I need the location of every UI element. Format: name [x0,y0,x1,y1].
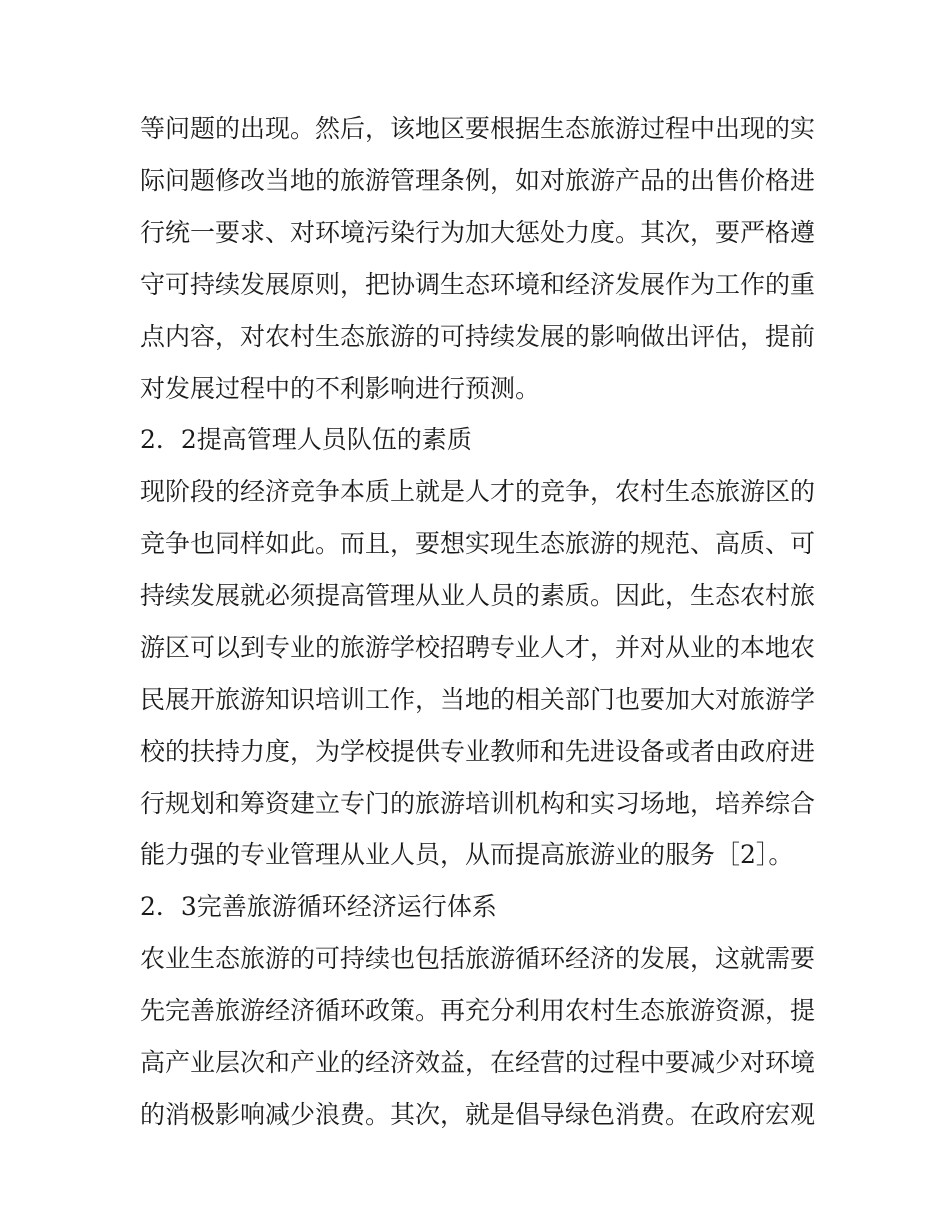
body-text-line: 持续发展就必须提高管理从业人员的素质。因此，生态农村旅 [140,581,816,610]
body-text-line: 农业生态旅游的可持续也包括旅游循环经济的发展，这就需要 [140,944,816,973]
body-text-line: 现阶段的经济竞争本质上就是人才的竞争，农村生态旅游区的 [140,477,816,506]
body-text-line: 行统一要求、对环境污染行为加大惩处力度。其次，要严格遵 [140,218,816,247]
body-text-line: 能力强的专业管理从业人员，从而提高旅游业的服务［2］。 [140,840,794,869]
body-text-line: 高产业层次和产业的经济效益，在经营的过程中要减少对环境 [140,1048,816,1077]
body-text-line: 先完善旅游经济循环政策。再充分利用农村生态旅游资源，提 [140,996,816,1025]
body-text-line: 守可持续发展原则，把协调生态环境和经济发展作为工作的重 [140,270,816,299]
body-text-line: 行规划和筹资建立专门的旅游培训机构和实习场地，培养综合 [140,789,816,818]
body-text-line: 竞争也同样如此。而且，要想实现生态旅游的规范、高质、可 [140,529,816,558]
body-text-line: 校的扶持力度，为学校提供专业教师和先进设备或者由政府进 [140,737,816,766]
body-text-line: 的消极影响减少浪费。其次，就是倡导绿色消费。在政府宏观 [140,1100,816,1129]
body-text-line: 点内容，对农村生态旅游的可持续发展的影响做出评估，提前 [140,322,816,351]
section-heading-2-3: 2．3完善旅游循环经济运行体系 [140,892,497,921]
body-text-line: 游区可以到专业的旅游学校招聘专业人才，并对从业的本地农 [140,633,816,662]
body-text-line: 对发展过程中的不利影响进行预测。 [140,374,541,403]
body-text-line: 民展开旅游知识培训工作，当地的相关部门也要加大对旅游学 [140,685,816,714]
body-text-line: 等问题的出现。然后，该地区要根据生态旅游过程中出现的实 [140,114,816,143]
section-heading-2-2: 2．2提高管理人员队伍的素质 [140,425,472,454]
body-text-line: 际问题修改当地的旅游管理条例，如对旅游产品的出售价格进 [140,166,816,195]
